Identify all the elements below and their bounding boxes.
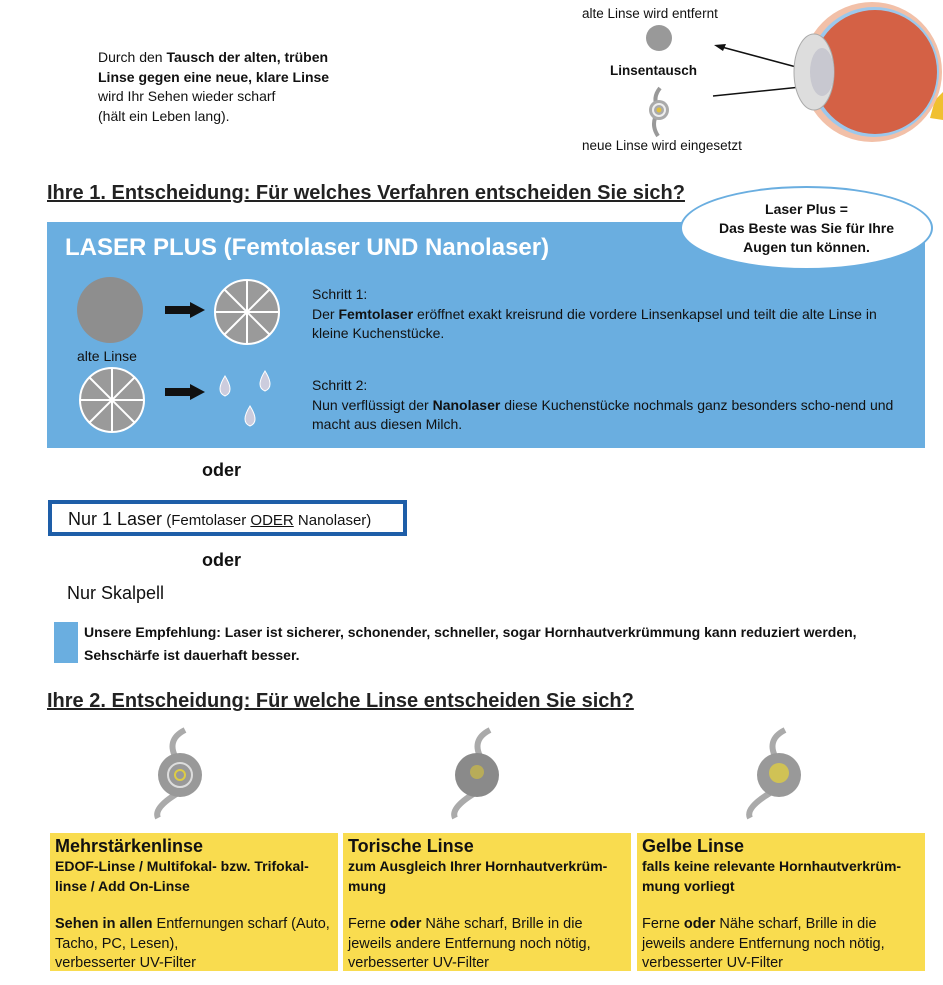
- pieces-lens-icon: [80, 368, 144, 432]
- lens-title: Torische Linse: [348, 836, 474, 856]
- laser-plus-title: LASER PLUS (Femtolaser UND Nanolaser): [65, 234, 550, 261]
- cut-lens-icon: [215, 280, 279, 344]
- lens-text: Nähe scharf, Brille in die jeweils andere Entfernung noch nötig, verbesserter UV-Filter: [642, 916, 885, 971]
- intro-rest1: wird Ihr Sehen wieder scharf: [98, 88, 276, 104]
- one-laser-post: Nanolaser): [293, 512, 372, 529]
- step2-bold: Nanolaser: [432, 396, 501, 413]
- step1-bold: Femtolaser: [338, 305, 414, 322]
- eye-diagram: [600, 0, 943, 160]
- old-lens-removed-label: alte Linse wird entfernt: [582, 6, 718, 21]
- step1-label: Schritt 1:: [312, 286, 368, 302]
- lens-subtitle: zum Ausgleich Ihrer Hornhautverkrüm-mung: [348, 858, 608, 894]
- step1-text: [312, 285, 902, 344]
- one-laser-or: ODER: [250, 512, 294, 529]
- callout-line1: Laser Plus =: [765, 201, 848, 217]
- intro-pre: Durch den: [98, 49, 167, 65]
- decision2-heading: Ihre 2. Entscheidung: Für welche Linse entscheiden Sie sich?: [47, 690, 634, 712]
- milk-drops-icon: [220, 371, 270, 426]
- new-lens-icon: [649, 88, 669, 136]
- old-lens-circle: [77, 277, 143, 343]
- lens-card-yellow: [637, 833, 925, 971]
- lens-text: Nähe scharf, Brille in die jeweils andere Entfernung noch nötig, verbesserter UV-Filter: [348, 916, 591, 971]
- lens-text2: verbesserter UV-Filter: [55, 955, 197, 971]
- arrow-icon: [165, 302, 205, 318]
- lens-exchange-label: Linsentausch: [610, 63, 698, 78]
- lens-bold: oder: [683, 916, 716, 932]
- intro-text: [98, 48, 329, 126]
- lens-card-toric: [343, 833, 631, 971]
- lens-bold: oder: [389, 916, 422, 932]
- multifocal-lens-icon: [157, 730, 202, 818]
- or-label-1: oder: [202, 460, 242, 480]
- decision1-heading: Ihre 1. Entscheidung: Für welches Verfahren entscheiden Sie sich?: [47, 182, 685, 204]
- lens-bold: Sehen in allen: [55, 916, 153, 932]
- callout-line2: Das Beste was Sie für Ihre: [718, 220, 895, 236]
- old-lens-label: alte Linse: [77, 348, 137, 364]
- step2-text: [312, 376, 902, 435]
- arrow-icon-2: [165, 384, 205, 400]
- step1-pre: Der: [312, 305, 339, 322]
- lens-subtitle: EDOF-Linse / Multifokal- bzw. Trifokal-linse / Add On-Linse: [55, 858, 309, 894]
- lens-subtitle: falls keine relevante Hornhautverkrüm-mung vorliegt: [642, 858, 902, 894]
- one-laser-option: [48, 500, 407, 536]
- step2-label: Schritt 2:: [312, 377, 368, 393]
- one-laser-pre: (Femtolaser: [162, 512, 251, 529]
- recommendation-marker: [54, 622, 78, 663]
- lens-illustrations: [0, 725, 943, 825]
- step2-pre: Nun verflüssigt der: [312, 396, 433, 413]
- lens-pre: Ferne: [642, 916, 684, 932]
- or-label-2: oder: [202, 550, 242, 570]
- scalpel-option: Nur Skalpell: [67, 583, 165, 603]
- lens-pre: Ferne: [348, 916, 390, 932]
- lens-card-multifocal: [50, 833, 338, 971]
- lens-text: Entfernungen scharf (Auto, Tacho, PC, Lesen),: [55, 916, 330, 952]
- laser-plus-callout: [680, 186, 933, 270]
- new-lens-inserted-label: neue Linse wird eingesetzt: [582, 138, 742, 153]
- callout-line3: Augen tun können.: [743, 239, 870, 255]
- intro-bold1: Tausch der alten, trüben: [166, 49, 329, 65]
- toric-lens-icon: [454, 730, 499, 818]
- intro-bold2: Linse gegen eine neue, klare Linse: [98, 68, 330, 85]
- old-lens-icon: [646, 25, 672, 51]
- step1-rest: eröffnet exakt kreisrund die vordere Linsenkapsel und teilt die alte Linse in kleine Kuchenstücke.: [312, 305, 877, 341]
- lens-title: Gelbe Linse: [642, 836, 745, 856]
- one-laser-main: Nur 1 Laser: [68, 509, 163, 529]
- lens-title: Mehrstärkenlinse: [55, 836, 204, 856]
- intro-rest2: (hält ein Leben lang).: [98, 107, 230, 124]
- yellow-lens-icon: [749, 730, 801, 818]
- recommendation-text: Unsere Empfehlung: Laser ist sicherer, schonender, schneller, sogar Hornhautverkrümmung kann reduziert werden, Sehschärfe ist dauerhaft besser.: [84, 624, 857, 663]
- step2-rest: diese Kuchenstücke nochmals ganz besonders scho-nend und macht aus diesen Milch.: [312, 396, 894, 432]
